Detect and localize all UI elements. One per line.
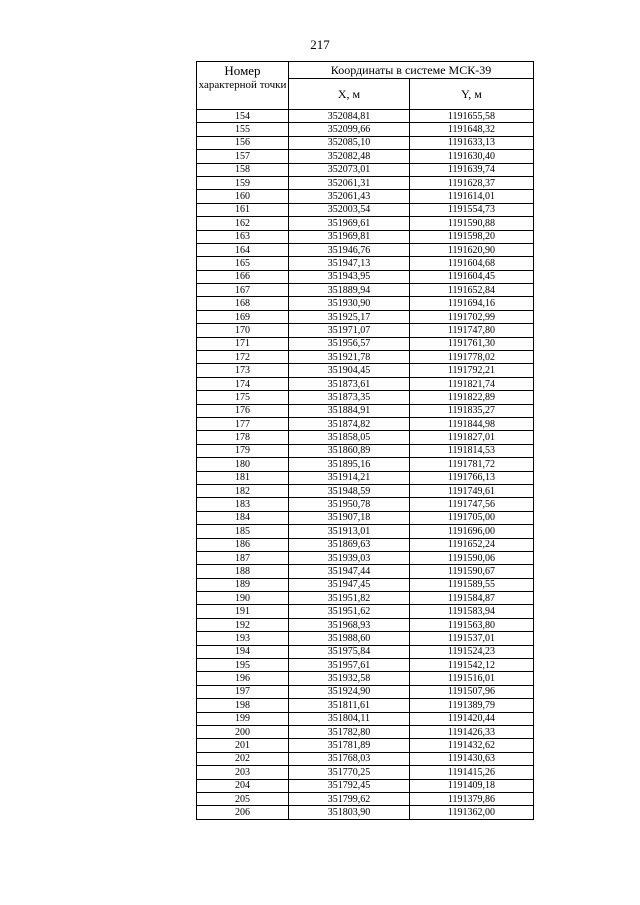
point-number-cell: 205 (197, 792, 289, 805)
table-row (197, 605, 534, 618)
point-number-cell: 189 (197, 578, 289, 591)
y-coordinate-cell: 1191639,74 (410, 163, 534, 176)
x-coordinate-cell: 351799,62 (289, 792, 410, 805)
x-coordinate-cell: 352073,01 (289, 163, 410, 176)
y-coordinate-cell: 1191589,55 (410, 578, 534, 591)
y-coordinate-cell: 1191590,06 (410, 551, 534, 564)
x-coordinate-cell: 351969,61 (289, 217, 410, 230)
y-coordinate-cell: 1191430,63 (410, 752, 534, 765)
y-coordinate-cell: 1191426,33 (410, 725, 534, 738)
y-coordinate-cell: 1191590,67 (410, 565, 534, 578)
point-number-cell: 198 (197, 699, 289, 712)
y-coordinate-cell: 1191598,20 (410, 230, 534, 243)
point-number-header-label: Номер (224, 63, 261, 78)
table-row (197, 123, 534, 136)
point-number-cell: 193 (197, 632, 289, 645)
y-coordinate-cell: 1191507,96 (410, 685, 534, 698)
point-number-cell: 204 (197, 779, 289, 792)
point-number-cell: 156 (197, 136, 289, 149)
y-coordinate-cell: 1191537,01 (410, 632, 534, 645)
table-row (197, 176, 534, 189)
table-row (197, 351, 534, 364)
y-column-header: Y, м (410, 79, 534, 110)
x-coordinate-cell: 351988,60 (289, 632, 410, 645)
point-number-cell: 200 (197, 725, 289, 738)
y-coordinate-cell: 1191655,58 (410, 110, 534, 123)
x-coordinate-cell: 351968,93 (289, 618, 410, 631)
point-number-cell: 161 (197, 203, 289, 216)
point-number-cell: 173 (197, 364, 289, 377)
point-number-cell: 172 (197, 351, 289, 364)
y-coordinate-cell: 1191781,72 (410, 458, 534, 471)
x-coordinate-cell: 351947,44 (289, 565, 410, 578)
x-coordinate-cell: 351925,17 (289, 310, 410, 323)
x-coordinate-cell: 351947,13 (289, 257, 410, 270)
y-coordinate-cell: 1191652,24 (410, 538, 534, 551)
x-coordinate-cell: 352082,48 (289, 150, 410, 163)
table-row (197, 699, 534, 712)
y-coordinate-cell: 1191778,02 (410, 351, 534, 364)
table-row (197, 297, 534, 310)
y-coordinate-cell: 1191835,27 (410, 404, 534, 417)
point-number-cell: 180 (197, 458, 289, 471)
y-coordinate-cell: 1191705,00 (410, 511, 534, 524)
coordinate-system-header: Координаты в системе МСК-39 (289, 62, 534, 79)
point-number-cell: 182 (197, 484, 289, 497)
table-row (197, 645, 534, 658)
x-coordinate-cell: 352085,10 (289, 136, 410, 149)
table-row (197, 377, 534, 390)
table-row (197, 766, 534, 779)
point-number-cell: 168 (197, 297, 289, 310)
x-coordinate-cell: 351930,90 (289, 297, 410, 310)
point-number-cell: 203 (197, 766, 289, 779)
x-coordinate-cell: 351781,89 (289, 739, 410, 752)
y-coordinate-cell: 1191516,01 (410, 672, 534, 685)
x-column-header: X, м (289, 79, 410, 110)
y-coordinate-cell: 1191702,99 (410, 310, 534, 323)
x-coordinate-cell: 351860,89 (289, 444, 410, 457)
table-row (197, 257, 534, 270)
table-row (197, 712, 534, 725)
x-coordinate-cell: 351957,61 (289, 659, 410, 672)
x-coordinate-cell: 352084,81 (289, 110, 410, 123)
x-coordinate-cell: 351950,78 (289, 498, 410, 511)
point-number-cell: 162 (197, 217, 289, 230)
table-row (197, 284, 534, 297)
table-row (197, 792, 534, 805)
point-number-cell: 157 (197, 150, 289, 163)
point-number-cell: 163 (197, 230, 289, 243)
point-number-cell: 201 (197, 739, 289, 752)
table-row (197, 779, 534, 792)
x-coordinate-cell: 351943,95 (289, 270, 410, 283)
point-number-cell: 185 (197, 525, 289, 538)
point-number-cell: 176 (197, 404, 289, 417)
point-number-cell: 164 (197, 243, 289, 256)
y-coordinate-cell: 1191524,23 (410, 645, 534, 658)
table-row (197, 431, 534, 444)
table-row (197, 592, 534, 605)
x-coordinate-cell: 351884,91 (289, 404, 410, 417)
point-number-cell: 174 (197, 377, 289, 390)
point-number-cell: 167 (197, 284, 289, 297)
table-row (197, 498, 534, 511)
point-number-cell: 186 (197, 538, 289, 551)
x-coordinate-cell: 351969,81 (289, 230, 410, 243)
coordinates-table (196, 61, 534, 820)
point-number-cell: 165 (197, 257, 289, 270)
point-number-cell: 184 (197, 511, 289, 524)
point-number-header-sublabel: характерной точки (198, 79, 287, 91)
table-row (197, 659, 534, 672)
y-coordinate-cell: 1191432,62 (410, 739, 534, 752)
table-row (197, 511, 534, 524)
table-row (197, 150, 534, 163)
y-coordinate-cell: 1191696,00 (410, 525, 534, 538)
y-coordinate-cell: 1191652,84 (410, 284, 534, 297)
x-coordinate-cell: 351869,63 (289, 538, 410, 551)
point-number-cell: 197 (197, 685, 289, 698)
table-row (197, 217, 534, 230)
x-coordinate-cell: 351951,62 (289, 605, 410, 618)
point-number-cell: 199 (197, 712, 289, 725)
point-number-cell: 187 (197, 551, 289, 564)
y-coordinate-cell: 1191694,16 (410, 297, 534, 310)
table-row (197, 685, 534, 698)
point-number-cell: 192 (197, 618, 289, 631)
x-coordinate-cell: 351921,78 (289, 351, 410, 364)
y-coordinate-cell: 1191628,37 (410, 176, 534, 189)
x-coordinate-cell: 352061,43 (289, 190, 410, 203)
y-coordinate-cell: 1191749,61 (410, 484, 534, 497)
point-number-cell: 178 (197, 431, 289, 444)
point-number-cell: 202 (197, 752, 289, 765)
y-coordinate-cell: 1191821,74 (410, 377, 534, 390)
x-coordinate-cell: 352099,66 (289, 123, 410, 136)
table-row (197, 444, 534, 457)
x-coordinate-cell: 351907,18 (289, 511, 410, 524)
table-row (197, 551, 534, 564)
table-row (197, 471, 534, 484)
x-coordinate-cell: 351956,57 (289, 337, 410, 350)
table-row (197, 525, 534, 538)
point-number-cell: 194 (197, 645, 289, 658)
y-coordinate-cell: 1191583,94 (410, 605, 534, 618)
table-row (197, 672, 534, 685)
y-coordinate-cell: 1191590,88 (410, 217, 534, 230)
y-coordinate-cell: 1191584,87 (410, 592, 534, 605)
x-coordinate-cell: 351924,90 (289, 685, 410, 698)
x-coordinate-cell: 351889,94 (289, 284, 410, 297)
y-coordinate-cell: 1191604,45 (410, 270, 534, 283)
x-coordinate-cell: 351947,45 (289, 578, 410, 591)
x-coordinate-cell: 352003,54 (289, 203, 410, 216)
x-coordinate-cell: 351770,25 (289, 766, 410, 779)
table-row (197, 632, 534, 645)
y-coordinate-cell: 1191389,79 (410, 699, 534, 712)
point-number-cell: 179 (197, 444, 289, 457)
table-row (197, 578, 534, 591)
table-row (197, 458, 534, 471)
point-number-cell: 158 (197, 163, 289, 176)
point-number-header (197, 62, 289, 110)
y-coordinate-cell: 1191747,80 (410, 324, 534, 337)
table-row (197, 404, 534, 417)
point-number-cell: 159 (197, 176, 289, 189)
point-number-cell: 206 (197, 806, 289, 819)
table-row (197, 310, 534, 323)
point-number-cell: 171 (197, 337, 289, 350)
y-coordinate-cell: 1191630,40 (410, 150, 534, 163)
page-number: 217 (310, 37, 330, 52)
x-coordinate-cell: 351946,76 (289, 243, 410, 256)
point-number-cell: 155 (197, 123, 289, 136)
y-coordinate-cell: 1191633,13 (410, 136, 534, 149)
table-row (197, 136, 534, 149)
y-coordinate-cell: 1191542,12 (410, 659, 534, 672)
y-coordinate-cell: 1191792,21 (410, 364, 534, 377)
y-coordinate-cell: 1191747,56 (410, 498, 534, 511)
table-row (197, 725, 534, 738)
y-coordinate-cell: 1191822,89 (410, 391, 534, 404)
table-row (197, 110, 534, 123)
table-row (197, 190, 534, 203)
point-number-cell: 181 (197, 471, 289, 484)
y-coordinate-cell: 1191379,86 (410, 792, 534, 805)
y-coordinate-cell: 1191563,80 (410, 618, 534, 631)
y-coordinate-cell: 1191814,53 (410, 444, 534, 457)
point-number-cell: 166 (197, 270, 289, 283)
table-row (197, 565, 534, 578)
table-row (197, 243, 534, 256)
table-row (197, 364, 534, 377)
point-number-cell: 190 (197, 592, 289, 605)
y-coordinate-cell: 1191554,73 (410, 203, 534, 216)
x-coordinate-cell: 351873,35 (289, 391, 410, 404)
table-row (197, 484, 534, 497)
point-number-cell: 183 (197, 498, 289, 511)
x-coordinate-cell: 351858,05 (289, 431, 410, 444)
table-row (197, 739, 534, 752)
x-coordinate-cell: 351914,21 (289, 471, 410, 484)
x-coordinate-cell: 351873,61 (289, 377, 410, 390)
table-row (197, 752, 534, 765)
x-coordinate-cell: 351932,58 (289, 672, 410, 685)
y-coordinate-cell: 1191648,32 (410, 123, 534, 136)
y-coordinate-cell: 1191362,00 (410, 806, 534, 819)
table-body (197, 110, 534, 820)
y-coordinate-cell: 1191620,90 (410, 243, 534, 256)
x-coordinate-cell: 351975,84 (289, 645, 410, 658)
point-number-cell: 188 (197, 565, 289, 578)
table-row (197, 391, 534, 404)
x-coordinate-cell: 352061,31 (289, 176, 410, 189)
table-row (197, 806, 534, 819)
y-coordinate-cell: 1191827,01 (410, 431, 534, 444)
y-coordinate-cell: 1191614,01 (410, 190, 534, 203)
x-coordinate-cell: 351782,80 (289, 725, 410, 738)
y-coordinate-cell: 1191761,30 (410, 337, 534, 350)
table-row (197, 324, 534, 337)
point-number-cell: 160 (197, 190, 289, 203)
x-coordinate-cell: 351895,16 (289, 458, 410, 471)
point-number-cell: 177 (197, 417, 289, 430)
x-coordinate-cell: 351804,11 (289, 712, 410, 725)
x-coordinate-cell: 351803,90 (289, 806, 410, 819)
y-coordinate-cell: 1191844,98 (410, 417, 534, 430)
table-row (197, 538, 534, 551)
y-coordinate-cell: 1191415,26 (410, 766, 534, 779)
x-coordinate-cell: 351904,45 (289, 364, 410, 377)
point-number-cell: 195 (197, 659, 289, 672)
x-coordinate-cell: 351971,07 (289, 324, 410, 337)
y-coordinate-cell: 1191420,44 (410, 712, 534, 725)
point-number-cell: 175 (197, 391, 289, 404)
point-number-cell: 154 (197, 110, 289, 123)
point-number-cell: 170 (197, 324, 289, 337)
x-coordinate-cell: 351768,03 (289, 752, 410, 765)
x-coordinate-cell: 351874,82 (289, 417, 410, 430)
x-coordinate-cell: 351939,03 (289, 551, 410, 564)
table-row (197, 337, 534, 350)
table-row (197, 618, 534, 631)
x-coordinate-cell: 351951,82 (289, 592, 410, 605)
table-row (197, 270, 534, 283)
y-coordinate-cell: 1191604,68 (410, 257, 534, 270)
x-coordinate-cell: 351948,59 (289, 484, 410, 497)
point-number-cell: 196 (197, 672, 289, 685)
x-coordinate-cell: 351811,61 (289, 699, 410, 712)
table-row (197, 163, 534, 176)
table-header-row (197, 62, 534, 79)
table-row (197, 203, 534, 216)
y-coordinate-cell: 1191766,13 (410, 471, 534, 484)
table-row (197, 230, 534, 243)
point-number-cell: 169 (197, 310, 289, 323)
x-coordinate-cell: 351792,45 (289, 779, 410, 792)
table-row (197, 417, 534, 430)
point-number-cell: 191 (197, 605, 289, 618)
y-coordinate-cell: 1191409,18 (410, 779, 534, 792)
x-coordinate-cell: 351913,01 (289, 525, 410, 538)
